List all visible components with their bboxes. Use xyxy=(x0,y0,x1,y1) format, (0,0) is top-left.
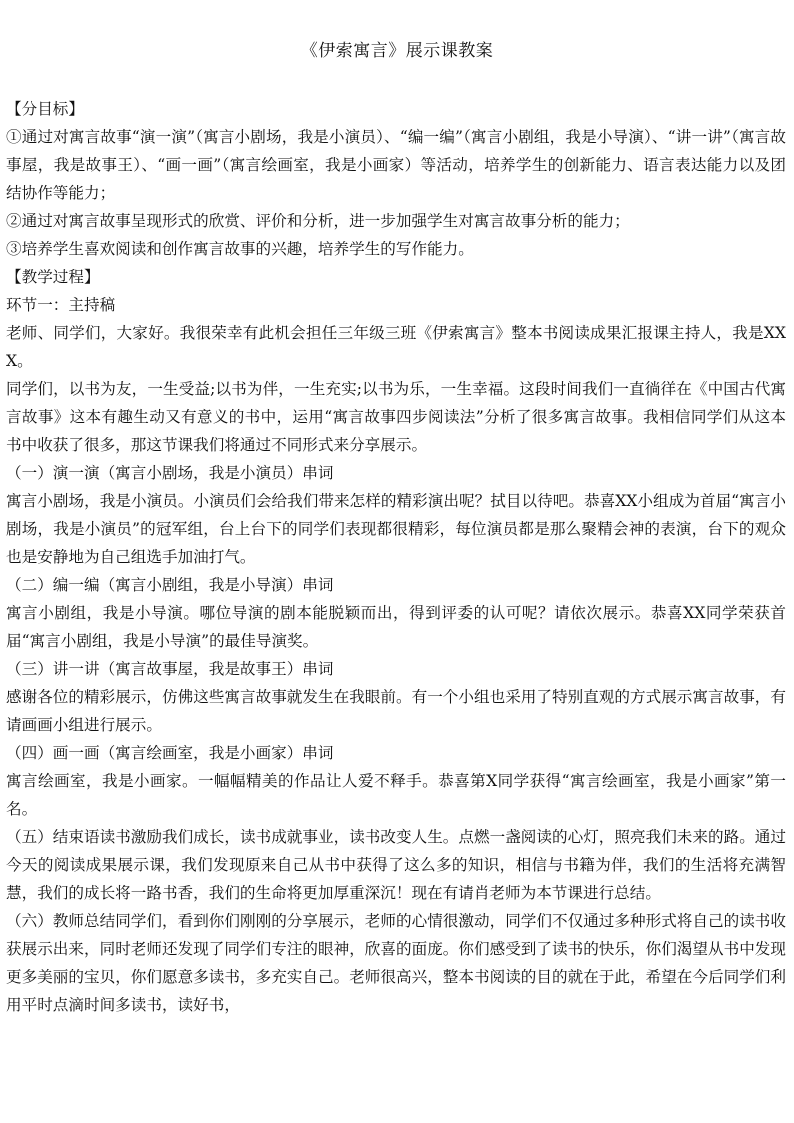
subsection-text-draw: 寓言绘画室，我是小画家。一幅幅精美的作品让人爱不释手。恭喜第X同学获得“寓言绘画室，我是小画家”第一名。 xyxy=(6,772,786,818)
subsection-heading-compose: （二）编一编（寓言小剧组，我是小导演）串词 xyxy=(6,576,334,594)
subsection-closing-remarks: （五）结束语读书激励我们成长，读书成就事业，读书改变人生。点燃一盏阅读的心灯，照亮我们未来的路。通过今天的阅读成果展示课，我们发现原来自己从书中获得了这么多的知识，相信与书籍为伴，我们的生活将充满智慧，我们的成长将一路书香，我们的生命将更加厚重深沉！现在有请肖老师为本节课进行总结。 xyxy=(6,828,786,902)
subsection-text-compose: 寓言小剧组，我是小导演。哪位导演的剧本能脱颖而出，得到评委的认可呢？请依次展示。恭喜XX同学荣获首届“寓言小剧组，我是小导演”的最佳导演奖。 xyxy=(6,604,786,650)
process-step-label: 环节一：主持稿 xyxy=(6,296,116,314)
subsection-heading-tell: （三）讲一讲（寓言故事屋，我是故事王）串词 xyxy=(6,660,334,678)
host-reading-paragraph: 同学们，以书为友，一生受益;以书为伴，一生充实;以书为乐，一生幸福。这段时间我们一直徜徉在《中国古代寓言故事》这本有趣生动又有意义的书中，运用“寓言故事四步阅读法”分析了很多寓言故事。我相信同学们从这本书中收获了很多，那这节课我们将通过不同形式来分享展示。 xyxy=(6,380,786,454)
section-heading-process: 【教学过程】 xyxy=(6,268,100,286)
host-intro-paragraph: 老师、同学们，大家好。我很荣幸有此机会担任三年级三班《伊索寓言》整本书阅读成果汇报课主持人，我是XXX。 xyxy=(6,324,786,370)
objective-item-1: ①通过对寓言故事“演一演”（寓言小剧场，我是小演员）、“编一编”（寓言小剧组，我是小导演）、“讲一讲”（寓言故事屋，我是故事王）、“画一画”（寓言绘画室，我是小画家）等活动，培养学生的创新能力、语言表达能力以及团结协作等能力； xyxy=(6,128,786,202)
objective-item-2: ②通过对寓言故事呈现形式的欣赏、评价和分析，进一步加强学生对寓言故事分析的能力； xyxy=(6,212,630,230)
subsection-heading-act: （一）演一演（寓言小剧场，我是小演员）串词 xyxy=(6,464,334,482)
subsection-text-act: 寓言小剧场，我是小演员。小演员们会给我们带来怎样的精彩演出呢？拭目以待吧。恭喜XX小组成为首届“寓言小剧场，我是小演员”的冠军组，台上台下的同学们表现都很精彩，每位演员都是那么聚精会神的表演，台下的观众也是安静地为自己组选手加油打气。 xyxy=(6,492,786,566)
section-heading-objectives: 【分目标】 xyxy=(6,100,84,118)
document-body xyxy=(6,95,786,1019)
subsection-text-tell: 感谢各位的精彩展示，仿佛这些寓言故事就发生在我眼前。有一个小组也采用了特别直观的方式展示寓言故事，有请画画小组进行展示。 xyxy=(6,688,786,734)
objective-item-3: ③培养学生喜欢阅读和创作寓言故事的兴趣，培养学生的写作能力。 xyxy=(6,240,474,258)
subsection-heading-draw: （四）画一画（寓言绘画室，我是小画家）串词 xyxy=(6,744,334,762)
document-title: 《伊索寓言》展示课教案 xyxy=(300,41,494,61)
subsection-teacher-summary: （六）教师总结同学们，看到你们刚刚的分享展示，老师的心情很激动，同学们不仅通过多种形式将自己的读书收获展示出来，同时老师还发现了同学们专注的眼神，欣喜的面庞。你们感受到了读书的快乐，你们渴望从书中发现更多美丽的宝贝，你们愿意多读书，多充实自己。老师很高兴，整本书阅读的目的就在于此，希望在今后同学们利用平时点滴时间多读书，读好书， xyxy=(6,912,786,1014)
